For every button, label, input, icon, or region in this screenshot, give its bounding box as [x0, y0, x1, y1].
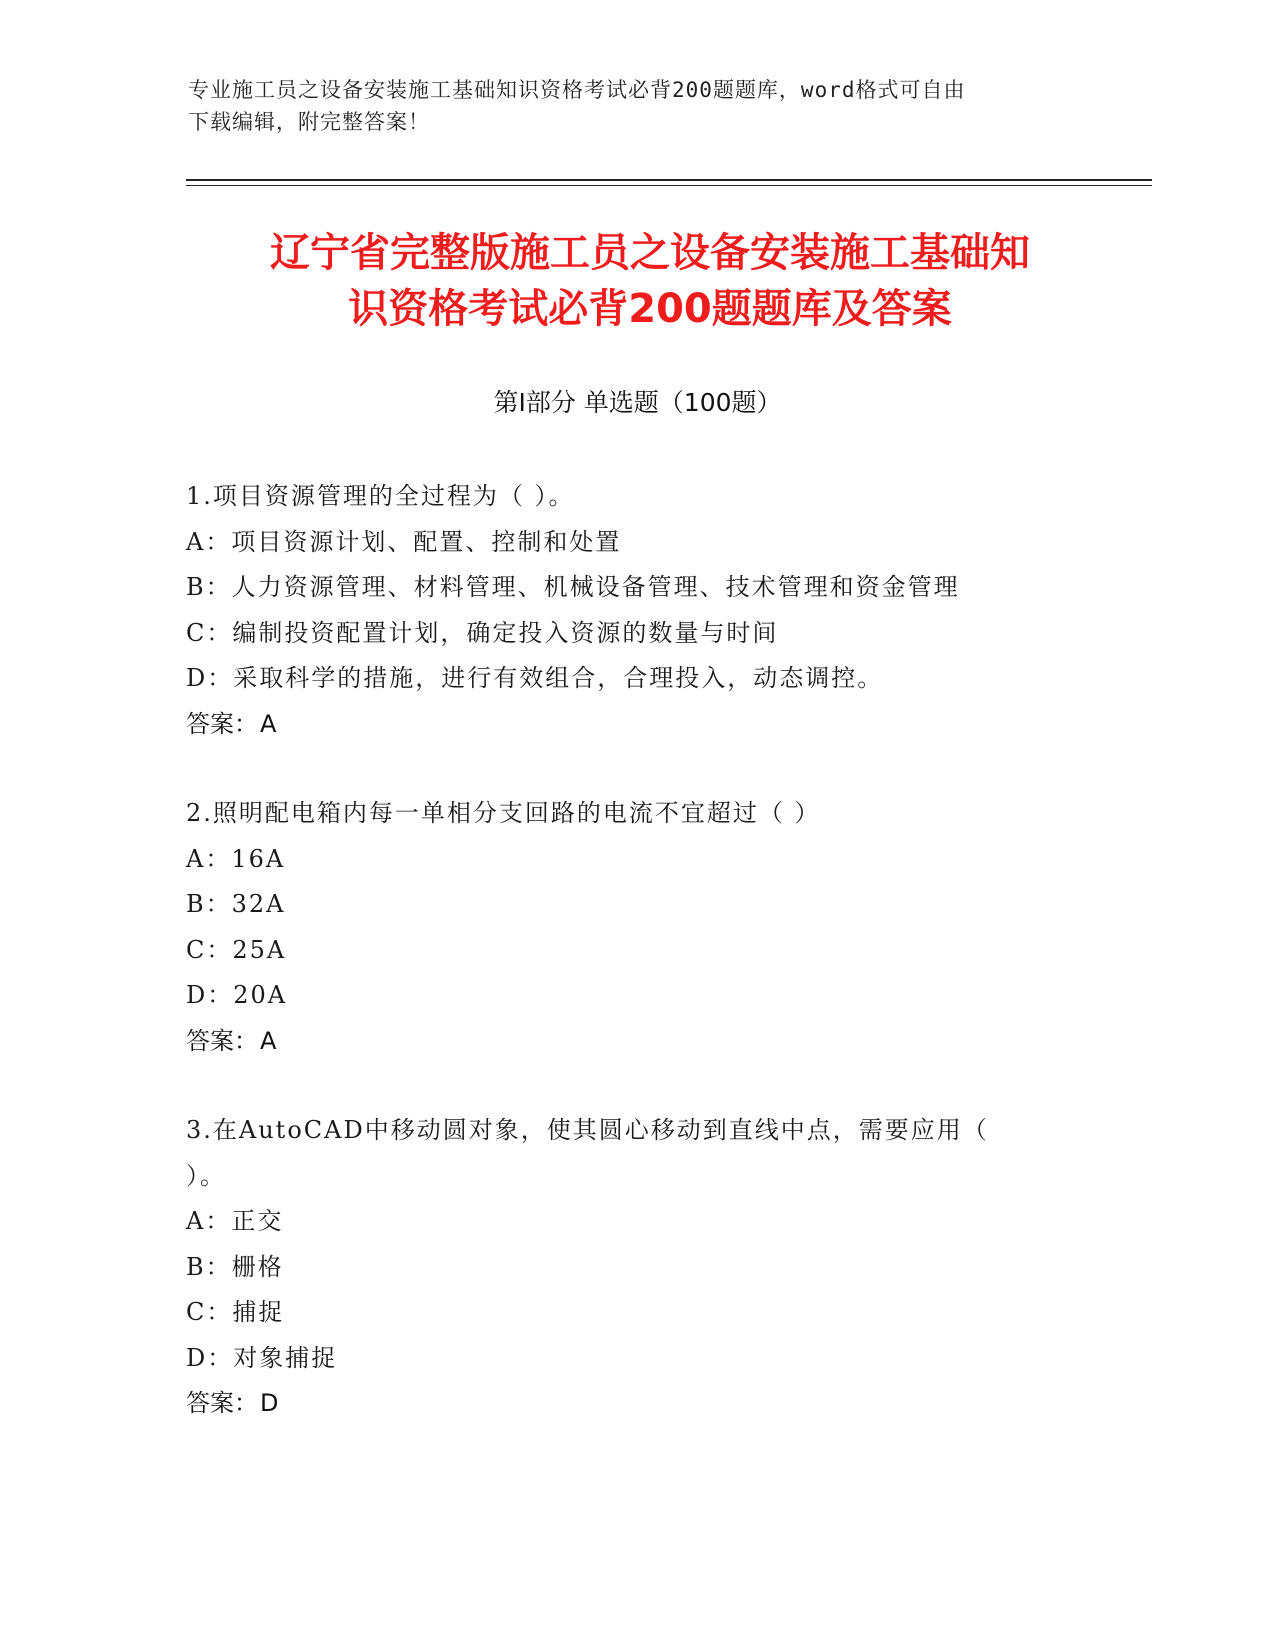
option-a: A：16A: [186, 844, 286, 873]
answer-value: A: [260, 709, 277, 738]
option-a: A：项目资源计划、配置、控制和处置: [186, 527, 622, 556]
document-title-line-1: 辽宁省完整版施工员之设备安装施工基础知: [270, 230, 1030, 276]
header-note: [188, 74, 1068, 138]
question-1: [186, 474, 1066, 747]
option-c: C：编制投资配置计划，确定投入资源的数量与时间: [186, 618, 779, 647]
answer-value: D: [260, 1389, 279, 1417]
answer-line: [186, 1019, 1066, 1065]
option-d: D：采取科学的措施，进行有效组合，合理投入，动态调控。: [186, 664, 884, 692]
option-c: C：25A: [186, 935, 287, 964]
option-b: B：32A: [186, 890, 286, 918]
option-b: B：人力资源管理、材料管理、机械设备管理、技术管理和资金管理: [186, 573, 960, 601]
document-title: [150, 225, 1150, 337]
answer-label: 答案：: [186, 1389, 258, 1417]
option-c: C：捕捉: [186, 1298, 285, 1326]
option-d: D：对象捕捉: [186, 1343, 338, 1372]
question-list: [186, 474, 1066, 1471]
option-d: D：20A: [186, 981, 288, 1009]
answer-label: 答案：: [186, 1026, 258, 1055]
question-stem: 3.在AutoCAD中移动圆对象，使其圆心移动到直线中点，需要应用（: [186, 1116, 989, 1144]
question-3: [186, 1108, 1066, 1427]
option-a: A：正交: [186, 1207, 284, 1235]
section-title: 第Ⅰ部分 单选题（100题）: [493, 388, 782, 417]
question-stem: 2.照明配电箱内每一单相分支回路的电流不宜超过（ ）: [186, 799, 821, 827]
option-b: B：栅格: [186, 1252, 284, 1281]
header-divider-thin: [186, 185, 1152, 186]
answer-line: [186, 702, 1066, 748]
question-2: [186, 791, 1066, 1064]
header-divider-thick: [186, 179, 1152, 181]
answer-line: [186, 1381, 1066, 1427]
header-note-line-2: 下载编辑，附完整答案！: [188, 110, 430, 134]
answer-value: A: [260, 1026, 277, 1055]
header-note-line-1: 专业施工员之设备安装施工基础知识资格考试必背200题题库，word格式可自由: [188, 78, 966, 102]
answer-label: 答案：: [186, 709, 258, 738]
question-stem-continuation: ）。: [186, 1161, 226, 1190]
document-title-line-2: 识资格考试必背200题题库及答案: [348, 286, 952, 332]
question-stem: 1.项目资源管理的全过程为（ ）。: [186, 482, 575, 510]
